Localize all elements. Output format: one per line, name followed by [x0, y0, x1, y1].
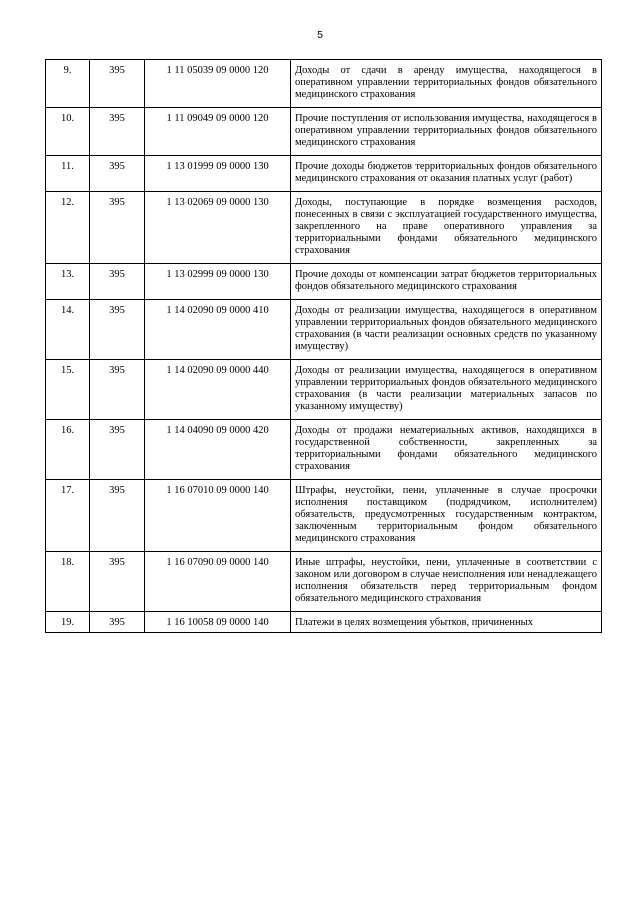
table-row	[46, 552, 602, 612]
table-row	[46, 192, 602, 264]
income-description: Иные штрафы, неустойки, пени, уплаченные в соответствии с законом или договором в случае неисполнения или ненадлежащего исполнения обязательств перед территориальным фондом обязательного медицинского страхования	[291, 552, 602, 612]
row-number: 15.	[46, 360, 90, 420]
row-number: 19.	[46, 612, 90, 633]
admin-code: 395	[90, 612, 145, 633]
admin-code: 395	[90, 108, 145, 156]
budget-classification-code: 1 11 05039 09 0000 120	[145, 60, 291, 108]
table-row	[46, 300, 602, 360]
table-row	[46, 360, 602, 420]
income-description: Платежи в целях возмещения убытков, причиненных	[291, 612, 602, 633]
budget-classification-code: 1 16 07090 09 0000 140	[145, 552, 291, 612]
income-description: Прочие поступления от использования имущества, находящегося в оперативном управлении территориальных фондов обязательного медицинского страхования	[291, 108, 602, 156]
budget-classification-code: 1 13 02999 09 0000 130	[145, 264, 291, 300]
page-number: 5	[317, 29, 323, 41]
budget-classification-code: 1 11 09049 09 0000 120	[145, 108, 291, 156]
row-number: 12.	[46, 192, 90, 264]
budget-classification-code: 1 13 02069 09 0000 130	[145, 192, 291, 264]
income-description: Прочие доходы от компенсации затрат бюджетов территориальных фондов обязательного медицинского страхования	[291, 264, 602, 300]
table-row	[46, 612, 602, 633]
budget-classification-code: 1 13 01999 09 0000 130	[145, 156, 291, 192]
income-description: Доходы от реализации имущества, находящегося в оперативном управлении территориальных фондов обязательного медицинского страхования (в части реализации материальных запасов по указанному имуществу)	[291, 360, 602, 420]
admin-code: 395	[90, 300, 145, 360]
admin-code: 395	[90, 60, 145, 108]
row-number: 16.	[46, 420, 90, 480]
budget-classification-code: 1 16 10058 09 0000 140	[145, 612, 291, 633]
income-codes-table	[45, 59, 602, 633]
row-number: 10.	[46, 108, 90, 156]
row-number: 11.	[46, 156, 90, 192]
budget-classification-code: 1 16 07010 09 0000 140	[145, 480, 291, 552]
row-number: 9.	[46, 60, 90, 108]
budget-classification-code: 1 14 04090 09 0000 420	[145, 420, 291, 480]
income-description: Доходы, поступающие в порядке возмещения расходов, понесенных в связи с эксплуатацией государственного имущества, закрепленного на праве оперативного управления за территориальными фондами обязательного медицинского страхования	[291, 192, 602, 264]
table-row	[46, 108, 602, 156]
admin-code: 395	[90, 264, 145, 300]
admin-code: 395	[90, 420, 145, 480]
budget-classification-code: 1 14 02090 09 0000 410	[145, 300, 291, 360]
row-number: 18.	[46, 552, 90, 612]
table-row	[46, 420, 602, 480]
row-number: 14.	[46, 300, 90, 360]
budget-classification-code: 1 14 02090 09 0000 440	[145, 360, 291, 420]
row-number: 17.	[46, 480, 90, 552]
table-row	[46, 156, 602, 192]
income-description: Доходы от сдачи в аренду имущества, находящегося в оперативном управлении территориальных фондов обязательного медицинского страхования	[291, 60, 602, 108]
row-number: 13.	[46, 264, 90, 300]
table-body	[46, 60, 602, 633]
admin-code: 395	[90, 480, 145, 552]
table-row	[46, 264, 602, 300]
income-description: Доходы от реализации имущества, находящегося в оперативном управлении территориальных фондов обязательного медицинского страхования (в части реализации основных средств по указанному имуществу)	[291, 300, 602, 360]
table-row	[46, 60, 602, 108]
income-description: Прочие доходы бюджетов территориальных фондов обязательного медицинского страхования от оказания платных услуг (работ)	[291, 156, 602, 192]
table-row	[46, 480, 602, 552]
income-description: Штрафы, неустойки, пени, уплаченные в случае просрочки исполнения поставщиком (подрядчиком, исполнителем) обязательств, предусмотренных государственным контрактом, заключенным территориальным фондом обязательного медицинского страхования	[291, 480, 602, 552]
admin-code: 395	[90, 360, 145, 420]
admin-code: 395	[90, 192, 145, 264]
admin-code: 395	[90, 156, 145, 192]
income-description: Доходы от продажи нематериальных активов, находящихся в государственной собственности, закрепленных за территориальными фондами обязательного медицинского страхования	[291, 420, 602, 480]
admin-code: 395	[90, 552, 145, 612]
